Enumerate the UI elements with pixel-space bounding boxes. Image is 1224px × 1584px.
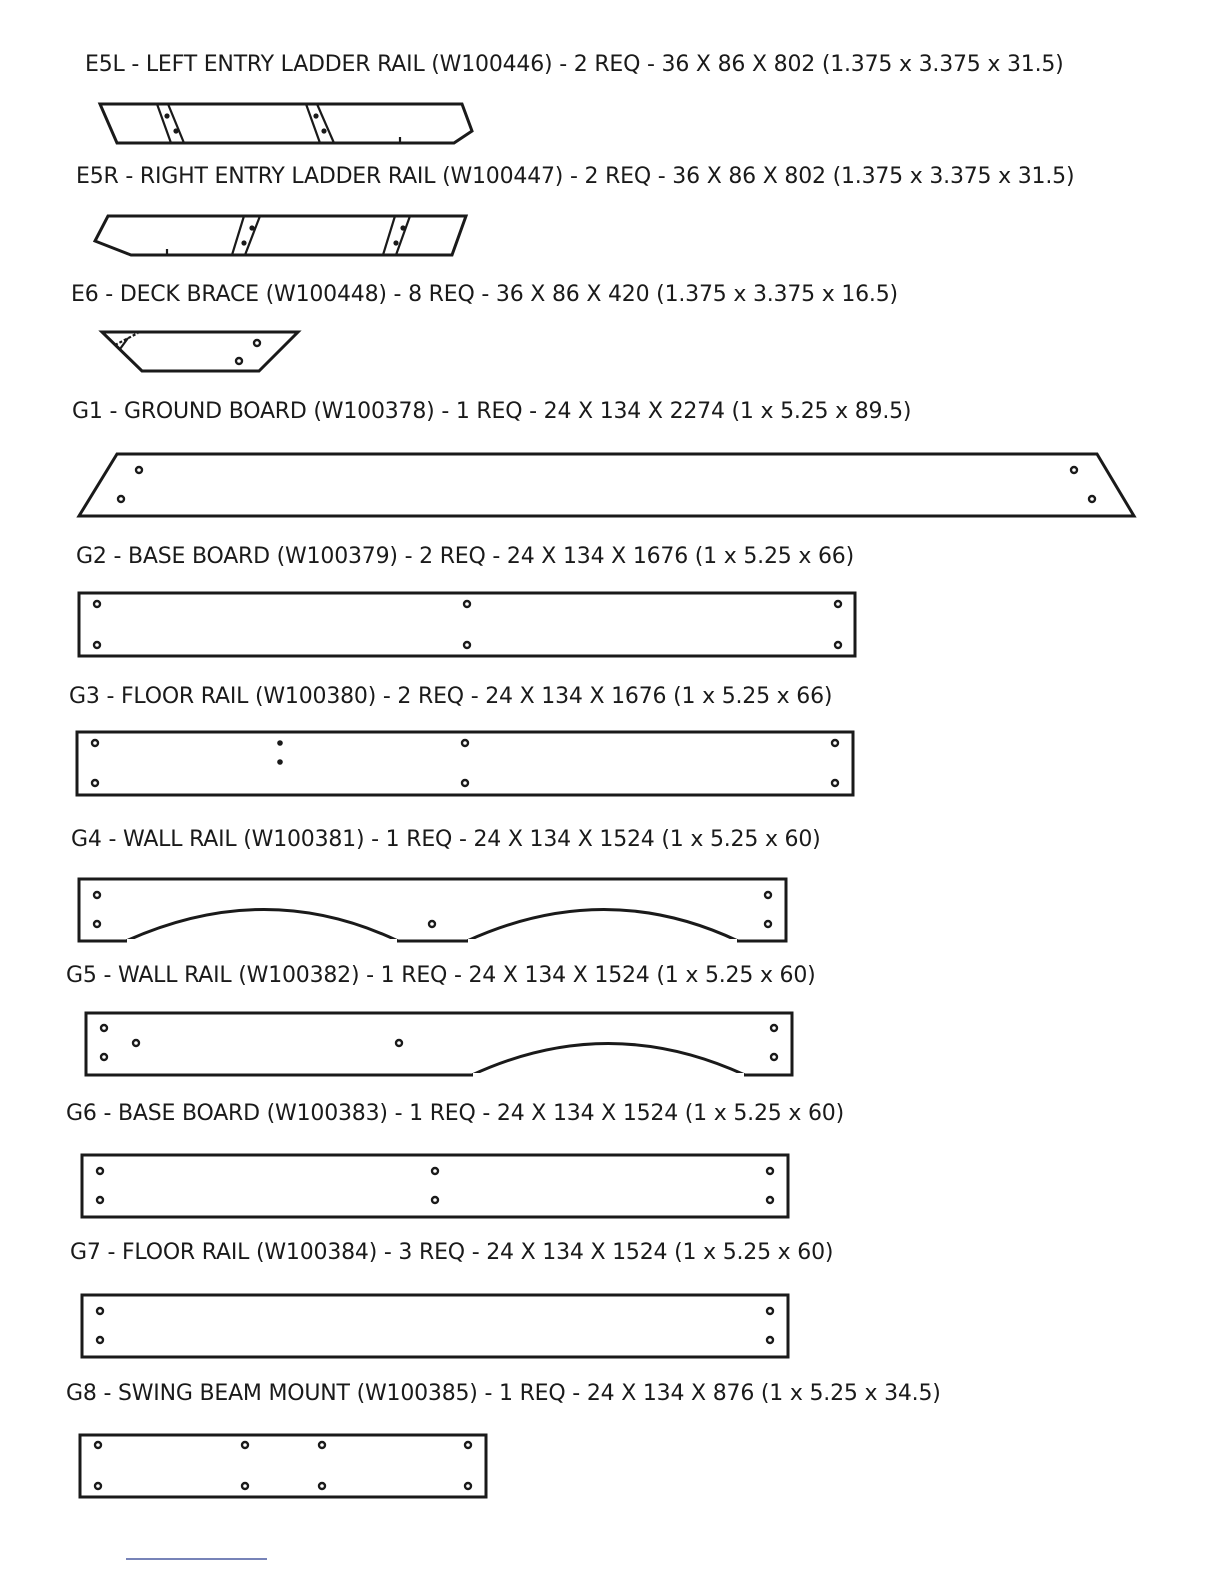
- part-label-e6: E6 - DECK BRACE (W100448) - 8 REQ - 36 X 86 X 420 (1.375 x 3.375 x 16.5): [71, 282, 898, 307]
- part-g7-drawing: [82, 1295, 788, 1357]
- part-g4-drawing: [79, 879, 786, 941]
- part-g1-drawing: [79, 454, 1134, 516]
- part-label-g2: G2 - BASE BOARD (W100379) - 2 REQ - 24 X 134 X 1676 (1 x 5.25 x 66): [76, 544, 854, 569]
- part-label-g6: G6 - BASE BOARD (W100383) - 1 REQ - 24 X 134 X 1524 (1 x 5.25 x 60): [66, 1101, 844, 1126]
- part-g6-drawing: [82, 1155, 788, 1217]
- part-label-e5r: E5R - RIGHT ENTRY LADDER RAIL (W100447) - 2 REQ - 36 X 86 X 802 (1.375 x 3.375 x 31.5): [76, 164, 1075, 189]
- part-g5-drawing: [86, 1013, 792, 1075]
- part-label-g8: G8 - SWING BEAM MOUNT (W100385) - 1 REQ - 24 X 134 X 876 (1 x 5.25 x 34.5): [66, 1381, 941, 1406]
- part-g2-drawing: [79, 593, 855, 656]
- part-label-g4: G4 - WALL RAIL (W100381) - 1 REQ - 24 X 134 X 1524 (1 x 5.25 x 60): [71, 827, 821, 852]
- part-e5r-drawing: [95, 216, 466, 255]
- part-label-e5l: E5L - LEFT ENTRY LADDER RAIL (W100446) - 2 REQ - 36 X 86 X 802 (1.375 x 3.375 x 31.5): [85, 52, 1064, 77]
- part-g8-drawing: [80, 1435, 486, 1497]
- part-label-g5: G5 - WALL RAIL (W100382) - 1 REQ - 24 X 134 X 1524 (1 x 5.25 x 60): [66, 963, 816, 988]
- part-g3-drawing: [77, 732, 853, 795]
- part-e6-drawing: [102, 332, 298, 371]
- part-label-g3: G3 - FLOOR RAIL (W100380) - 2 REQ - 24 X 134 X 1676 (1 x 5.25 x 66): [69, 684, 833, 709]
- part-label-g7: G7 - FLOOR RAIL (W100384) - 3 REQ - 24 X 134 X 1524 (1 x 5.25 x 60): [70, 1240, 834, 1265]
- part-e5l-drawing: [100, 104, 472, 143]
- part-label-g1: G1 - GROUND BOARD (W100378) - 1 REQ - 24 X 134 X 2274 (1 x 5.25 x 89.5): [72, 399, 912, 424]
